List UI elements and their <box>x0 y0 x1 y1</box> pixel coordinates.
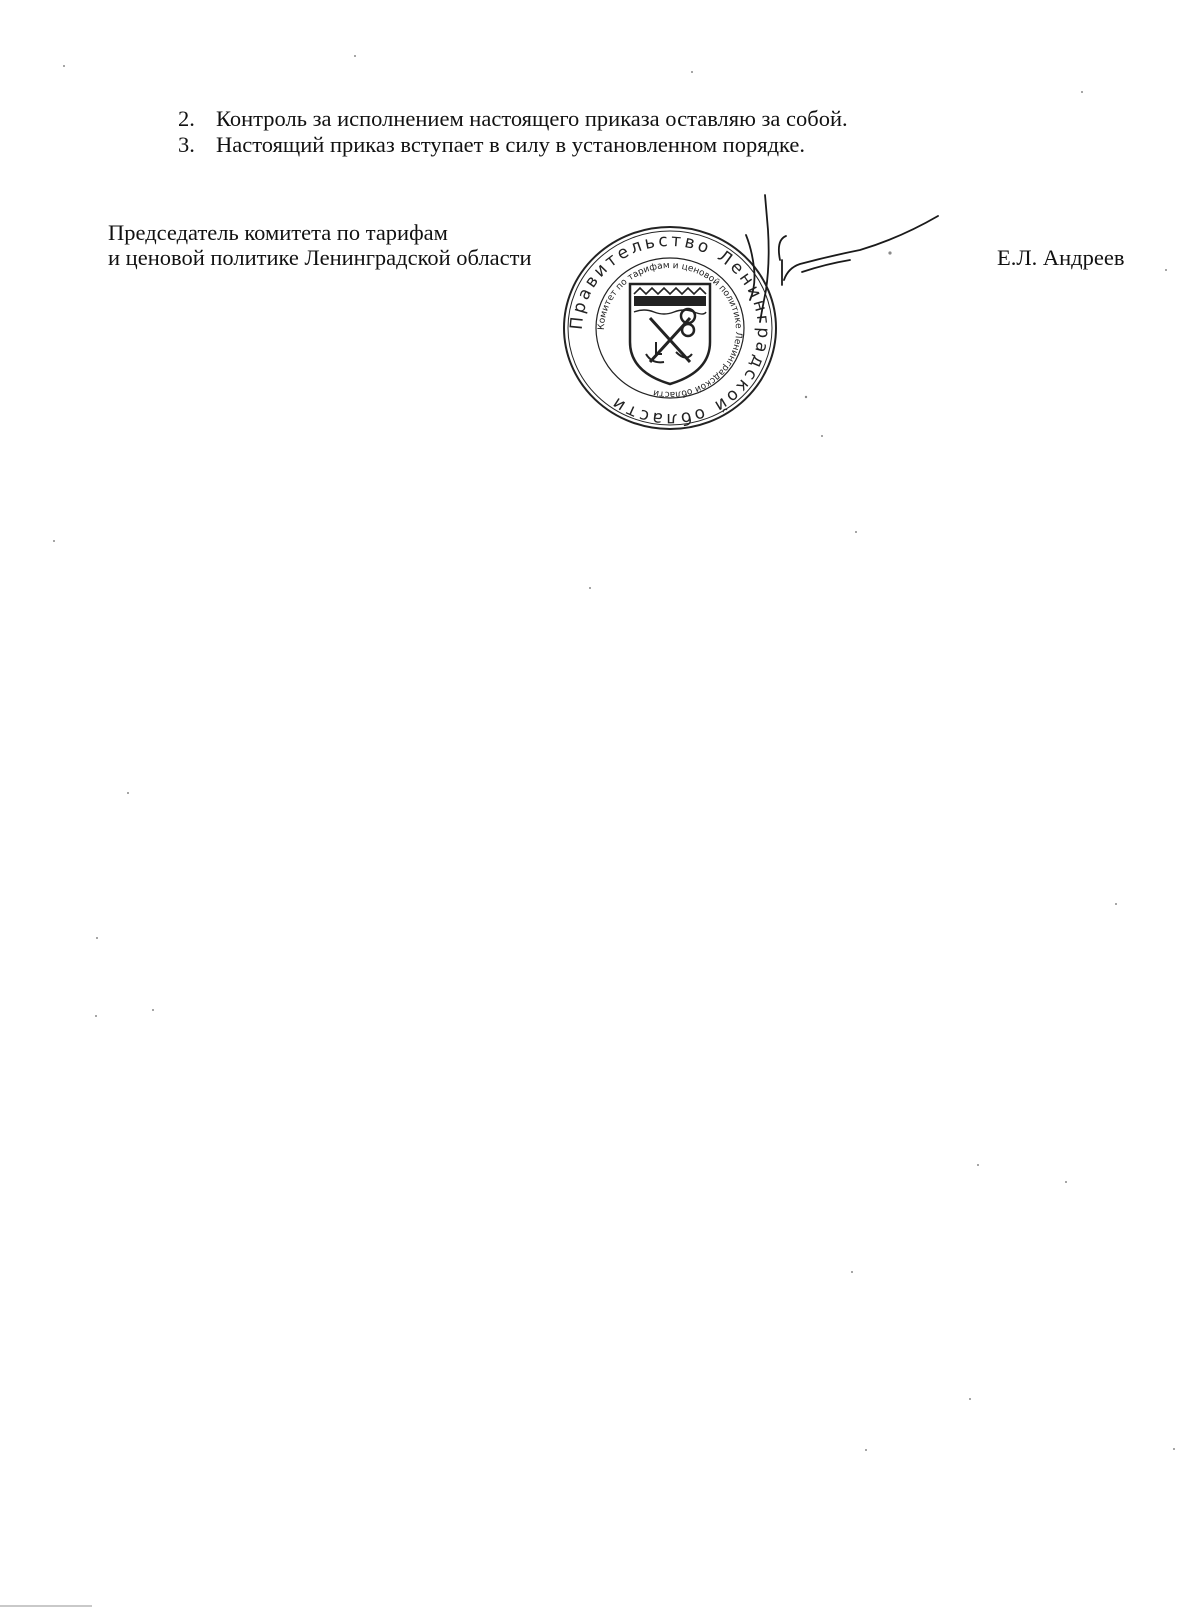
list-item-text: Контроль за исполнением настоящего приказа оставляю за собой. <box>216 106 848 131</box>
seal-outer-text: Правительство Ленинградской области <box>566 230 774 430</box>
list-item-text: Настоящий приказ вступает в силу в установленном порядке. <box>216 132 805 157</box>
signer-name: Е.Л. Андреев <box>997 245 1125 270</box>
list-item-number: 3. <box>178 132 195 157</box>
signer-position-line-2: и ценовой политике Ленинградской области <box>108 245 532 270</box>
seal-inner-text: Комитет по тарифам и ценовой политике Ленинградской области <box>596 260 744 400</box>
list-item-number: 2. <box>178 106 195 131</box>
signer-position-line-1: Председатель комитета по тарифам <box>108 220 448 245</box>
scan-edge-mark <box>0 1605 92 1607</box>
